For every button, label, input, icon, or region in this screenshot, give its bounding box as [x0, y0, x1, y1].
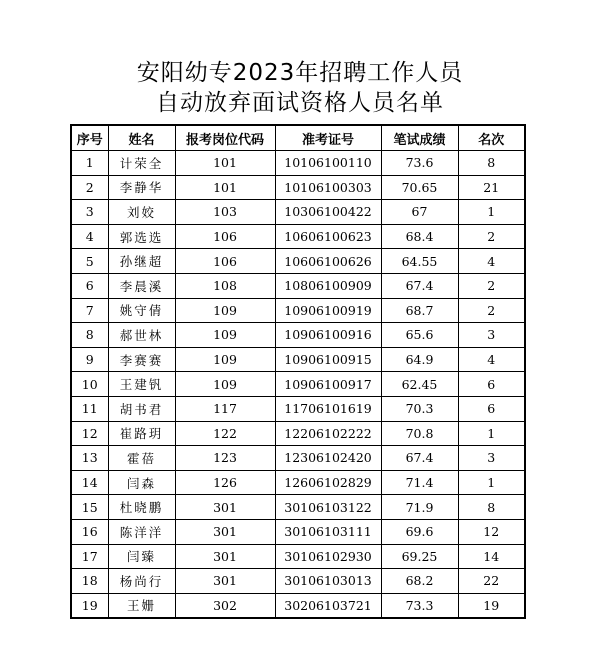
- table-row: [71, 519, 525, 544]
- table-row: [71, 446, 525, 471]
- cell-exam-number: 10606100626: [275, 249, 381, 274]
- cell-index: 3: [71, 200, 108, 225]
- table-row: [71, 175, 525, 200]
- cell-exam-number: 10606100623: [275, 224, 381, 249]
- table-row: [71, 593, 525, 618]
- cell-written-score: 69.6: [381, 519, 458, 544]
- cell-position-code: 122: [175, 421, 275, 446]
- cell-rank: 2: [458, 273, 525, 298]
- cell-exam-number: 12206102222: [275, 421, 381, 446]
- cell-rank: 6: [458, 396, 525, 421]
- cell-rank: 1: [458, 421, 525, 446]
- header-name: 姓名: [108, 125, 175, 151]
- cell-rank: 4: [458, 347, 525, 372]
- cell-name: 王姗: [108, 593, 175, 618]
- cell-written-score: 65.6: [381, 323, 458, 348]
- table-row: [71, 151, 525, 176]
- cell-name: 姚守倩: [108, 298, 175, 323]
- cell-exam-number: 10906100919: [275, 298, 381, 323]
- cell-position-code: 123: [175, 446, 275, 471]
- cell-name: 崔路玥: [108, 421, 175, 446]
- cell-index: 16: [71, 519, 108, 544]
- table-row: [71, 470, 525, 495]
- cell-position-code: 301: [175, 495, 275, 520]
- cell-written-score: 62.45: [381, 372, 458, 397]
- table-row: [71, 298, 525, 323]
- cell-name: 陈洋洋: [108, 519, 175, 544]
- table-row: [71, 569, 525, 594]
- table-row: [71, 495, 525, 520]
- cell-written-score: 71.9: [381, 495, 458, 520]
- cell-exam-number: 30106103122: [275, 495, 381, 520]
- table-row: [71, 273, 525, 298]
- cell-written-score: 68.7: [381, 298, 458, 323]
- cell-rank: 8: [458, 495, 525, 520]
- document-title-line1: 安阳幼专2023年招聘工作人员: [136, 60, 464, 86]
- cell-position-code: 117: [175, 396, 275, 421]
- cell-exam-number: 30106102930: [275, 544, 381, 569]
- cell-written-score: 68.2: [381, 569, 458, 594]
- cell-position-code: 101: [175, 175, 275, 200]
- cell-name: 李赛赛: [108, 347, 175, 372]
- cell-position-code: 106: [175, 224, 275, 249]
- cell-exam-number: 11706101619: [275, 396, 381, 421]
- cell-rank: 2: [458, 224, 525, 249]
- cell-exam-number: 30106103013: [275, 569, 381, 594]
- header-written-score: 笔试成绩: [381, 125, 458, 151]
- cell-rank: 4: [458, 249, 525, 274]
- cell-written-score: 67.4: [381, 273, 458, 298]
- cell-index: 1: [71, 151, 108, 176]
- table-header-row: [71, 125, 525, 151]
- cell-position-code: 109: [175, 372, 275, 397]
- cell-name: 胡书君: [108, 396, 175, 421]
- table-row: [71, 200, 525, 225]
- cell-exam-number: 12606102829: [275, 470, 381, 495]
- cell-exam-number: 30106103111: [275, 519, 381, 544]
- cell-name: 刘姣: [108, 200, 175, 225]
- cell-written-score: 70.3: [381, 396, 458, 421]
- cell-written-score: 73.6: [381, 151, 458, 176]
- cell-name: 王建钒: [108, 372, 175, 397]
- cell-written-score: 70.65: [381, 175, 458, 200]
- cell-index: 18: [71, 569, 108, 594]
- cell-written-score: 70.8: [381, 421, 458, 446]
- cell-written-score: 71.4: [381, 470, 458, 495]
- cell-rank: 6: [458, 372, 525, 397]
- cell-position-code: 109: [175, 347, 275, 372]
- cell-exam-number: 10106100110: [275, 151, 381, 176]
- cell-rank: 1: [458, 200, 525, 225]
- cell-index: 17: [71, 544, 108, 569]
- cell-position-code: 106: [175, 249, 275, 274]
- header-rank: 名次: [458, 125, 525, 151]
- table-row: [71, 347, 525, 372]
- cell-index: 13: [71, 446, 108, 471]
- header-position-code: 报考岗位代码: [175, 125, 275, 151]
- cell-rank: 3: [458, 446, 525, 471]
- cell-rank: 3: [458, 323, 525, 348]
- table-row: [71, 396, 525, 421]
- cell-position-code: 301: [175, 544, 275, 569]
- cell-index: 8: [71, 323, 108, 348]
- cell-exam-number: 10306100422: [275, 200, 381, 225]
- cell-name: 李晨溪: [108, 273, 175, 298]
- table-row: [71, 544, 525, 569]
- header-exam-number: 准考证号: [275, 125, 381, 151]
- cell-written-score: 69.25: [381, 544, 458, 569]
- cell-name: 霍蓓: [108, 446, 175, 471]
- cell-exam-number: 10106100303: [275, 175, 381, 200]
- cell-position-code: 108: [175, 273, 275, 298]
- table-row: [71, 323, 525, 348]
- cell-index: 5: [71, 249, 108, 274]
- cell-name: 杨尚行: [108, 569, 175, 594]
- cell-index: 15: [71, 495, 108, 520]
- cell-position-code: 126: [175, 470, 275, 495]
- table-row: [71, 224, 525, 249]
- cell-name: 郝世林: [108, 323, 175, 348]
- cell-rank: 8: [458, 151, 525, 176]
- cell-exam-number: 10906100916: [275, 323, 381, 348]
- cell-rank: 1: [458, 470, 525, 495]
- cell-name: 计荣全: [108, 151, 175, 176]
- cell-exam-number: 10906100915: [275, 347, 381, 372]
- cell-written-score: 67: [381, 200, 458, 225]
- cell-position-code: 109: [175, 323, 275, 348]
- cell-rank: 2: [458, 298, 525, 323]
- cell-position-code: 103: [175, 200, 275, 225]
- cell-name: 孙继超: [108, 249, 175, 274]
- cell-name: 杜晓鹏: [108, 495, 175, 520]
- cell-rank: 22: [458, 569, 525, 594]
- cell-index: 14: [71, 470, 108, 495]
- cell-written-score: 68.4: [381, 224, 458, 249]
- cell-name: 郭选选: [108, 224, 175, 249]
- header-index: 序号: [71, 125, 108, 151]
- cell-exam-number: 10806100909: [275, 273, 381, 298]
- cell-index: 4: [71, 224, 108, 249]
- cell-index: 2: [71, 175, 108, 200]
- cell-index: 19: [71, 593, 108, 618]
- cell-name: 闫臻: [108, 544, 175, 569]
- cell-position-code: 109: [175, 298, 275, 323]
- cell-exam-number: 12306102420: [275, 446, 381, 471]
- cell-written-score: 64.55: [381, 249, 458, 274]
- cell-written-score: 67.4: [381, 446, 458, 471]
- cell-rank: 21: [458, 175, 525, 200]
- document-title-line2: 自动放弃面试资格人员名单: [156, 90, 444, 116]
- cell-position-code: 301: [175, 519, 275, 544]
- table-row: [71, 421, 525, 446]
- cell-position-code: 101: [175, 151, 275, 176]
- cell-rank: 14: [458, 544, 525, 569]
- cell-rank: 19: [458, 593, 525, 618]
- cell-written-score: 64.9: [381, 347, 458, 372]
- cell-index: 6: [71, 273, 108, 298]
- cell-name: 闫森: [108, 470, 175, 495]
- cell-rank: 12: [458, 519, 525, 544]
- cell-index: 7: [71, 298, 108, 323]
- cell-position-code: 301: [175, 569, 275, 594]
- table-row: [71, 249, 525, 274]
- table-row: [71, 372, 525, 397]
- withdrawn-candidates-table: [70, 124, 526, 619]
- cell-index: 11: [71, 396, 108, 421]
- cell-exam-number: 30206103721: [275, 593, 381, 618]
- cell-name: 李静华: [108, 175, 175, 200]
- cell-index: 9: [71, 347, 108, 372]
- cell-written-score: 73.3: [381, 593, 458, 618]
- cell-index: 10: [71, 372, 108, 397]
- cell-index: 12: [71, 421, 108, 446]
- cell-exam-number: 10906100917: [275, 372, 381, 397]
- cell-position-code: 302: [175, 593, 275, 618]
